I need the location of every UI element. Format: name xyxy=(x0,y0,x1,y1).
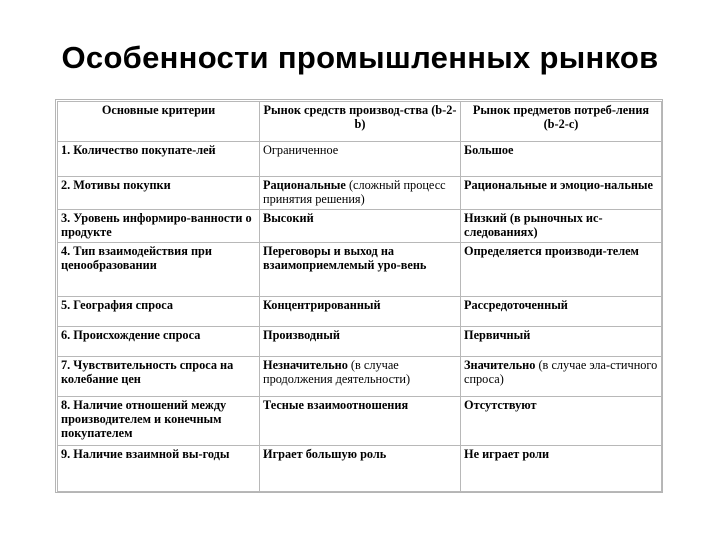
b2c-cell: Рациональные и эмоцио-нальные xyxy=(461,177,662,210)
criterion-cell: 7. Чувствительность спроса на колебание цен xyxy=(58,357,260,397)
criterion-cell: 6. Происхождение спроса xyxy=(58,327,260,357)
b2c-cell: Первичный xyxy=(461,327,662,357)
b2b-cell xyxy=(260,327,461,357)
b2c-cell: Определяется производи-телем xyxy=(461,243,662,297)
b2b-cell xyxy=(260,243,461,297)
table-row xyxy=(58,327,662,357)
b2b-cell-strong: Рациональные xyxy=(263,178,346,192)
b2b-cell-rest: (в случае продолжения деятельности) xyxy=(263,358,411,386)
b2b-cell-strong: Тесные взаимоотношения xyxy=(263,398,409,412)
b2b-cell-strong: Высокий xyxy=(263,211,314,225)
criterion-cell: 8. Наличие отношений между производителем и конечным покупателем xyxy=(58,397,260,446)
table-row xyxy=(58,297,662,327)
table-row xyxy=(58,142,662,177)
header-b2b: Рынок средств производ-ства (b-2-b) xyxy=(260,102,461,142)
b2b-cell xyxy=(260,177,461,210)
table-header-row xyxy=(58,102,662,142)
criterion-cell: 3. Уровень информиро-ванности о продукте xyxy=(58,210,260,243)
table-row xyxy=(58,357,662,397)
b2c-cell xyxy=(461,357,662,397)
criteria-table xyxy=(57,101,662,492)
b2b-cell-rest: (сложный процесс принятия решения) xyxy=(263,178,446,206)
b2b-cell-strong: Играет большую роль xyxy=(263,447,387,461)
b2b-cell xyxy=(260,397,461,446)
b2b-cell-strong: Незначительно xyxy=(263,358,348,372)
table-row xyxy=(58,177,662,210)
b2b-cell xyxy=(260,297,461,327)
b2b-cell xyxy=(260,446,461,492)
criterion-cell: 5. География спроса xyxy=(58,297,260,327)
header-criteria: Основные критерии xyxy=(58,102,260,142)
b2c-cell: Рассредоточенный xyxy=(461,297,662,327)
b2c-cell: Не играет роли xyxy=(461,446,662,492)
b2b-cell-strong: Концентрированный xyxy=(263,298,381,312)
header-b2c: Рынок предметов потреб-ления (b-2-c) xyxy=(461,102,662,142)
b2c-cell-rest: (в случае эла-стичного спроса) xyxy=(464,358,658,386)
table-row xyxy=(58,243,662,297)
b2c-cell: Отсутствуют xyxy=(461,397,662,446)
b2c-cell: Низкий (в рыночных ис-следованиях) xyxy=(461,210,662,243)
table-row xyxy=(58,210,662,243)
b2b-cell: Ограниченное xyxy=(260,142,461,177)
table-row xyxy=(58,397,662,446)
criterion-cell: 4. Тип взаимодействия при ценообразовании xyxy=(58,243,260,297)
table-row xyxy=(58,446,662,492)
criterion-cell: 2. Мотивы покупки xyxy=(58,177,260,210)
b2b-cell-strong: Переговоры и выход на взаимоприемлемый уро-вень xyxy=(263,244,427,272)
b2b-cell-strong: Производный xyxy=(263,328,340,342)
criterion-cell: 1. Количество покупате-лей xyxy=(58,142,260,177)
page-title: Особенности промышленных рынков xyxy=(61,40,659,75)
b2b-cell xyxy=(260,210,461,243)
b2c-cell: Большое xyxy=(461,142,662,177)
b2b-cell xyxy=(260,357,461,397)
b2c-cell-strong: Значительно xyxy=(464,358,536,372)
criterion-cell: 9. Наличие взаимной вы-годы xyxy=(58,446,260,492)
